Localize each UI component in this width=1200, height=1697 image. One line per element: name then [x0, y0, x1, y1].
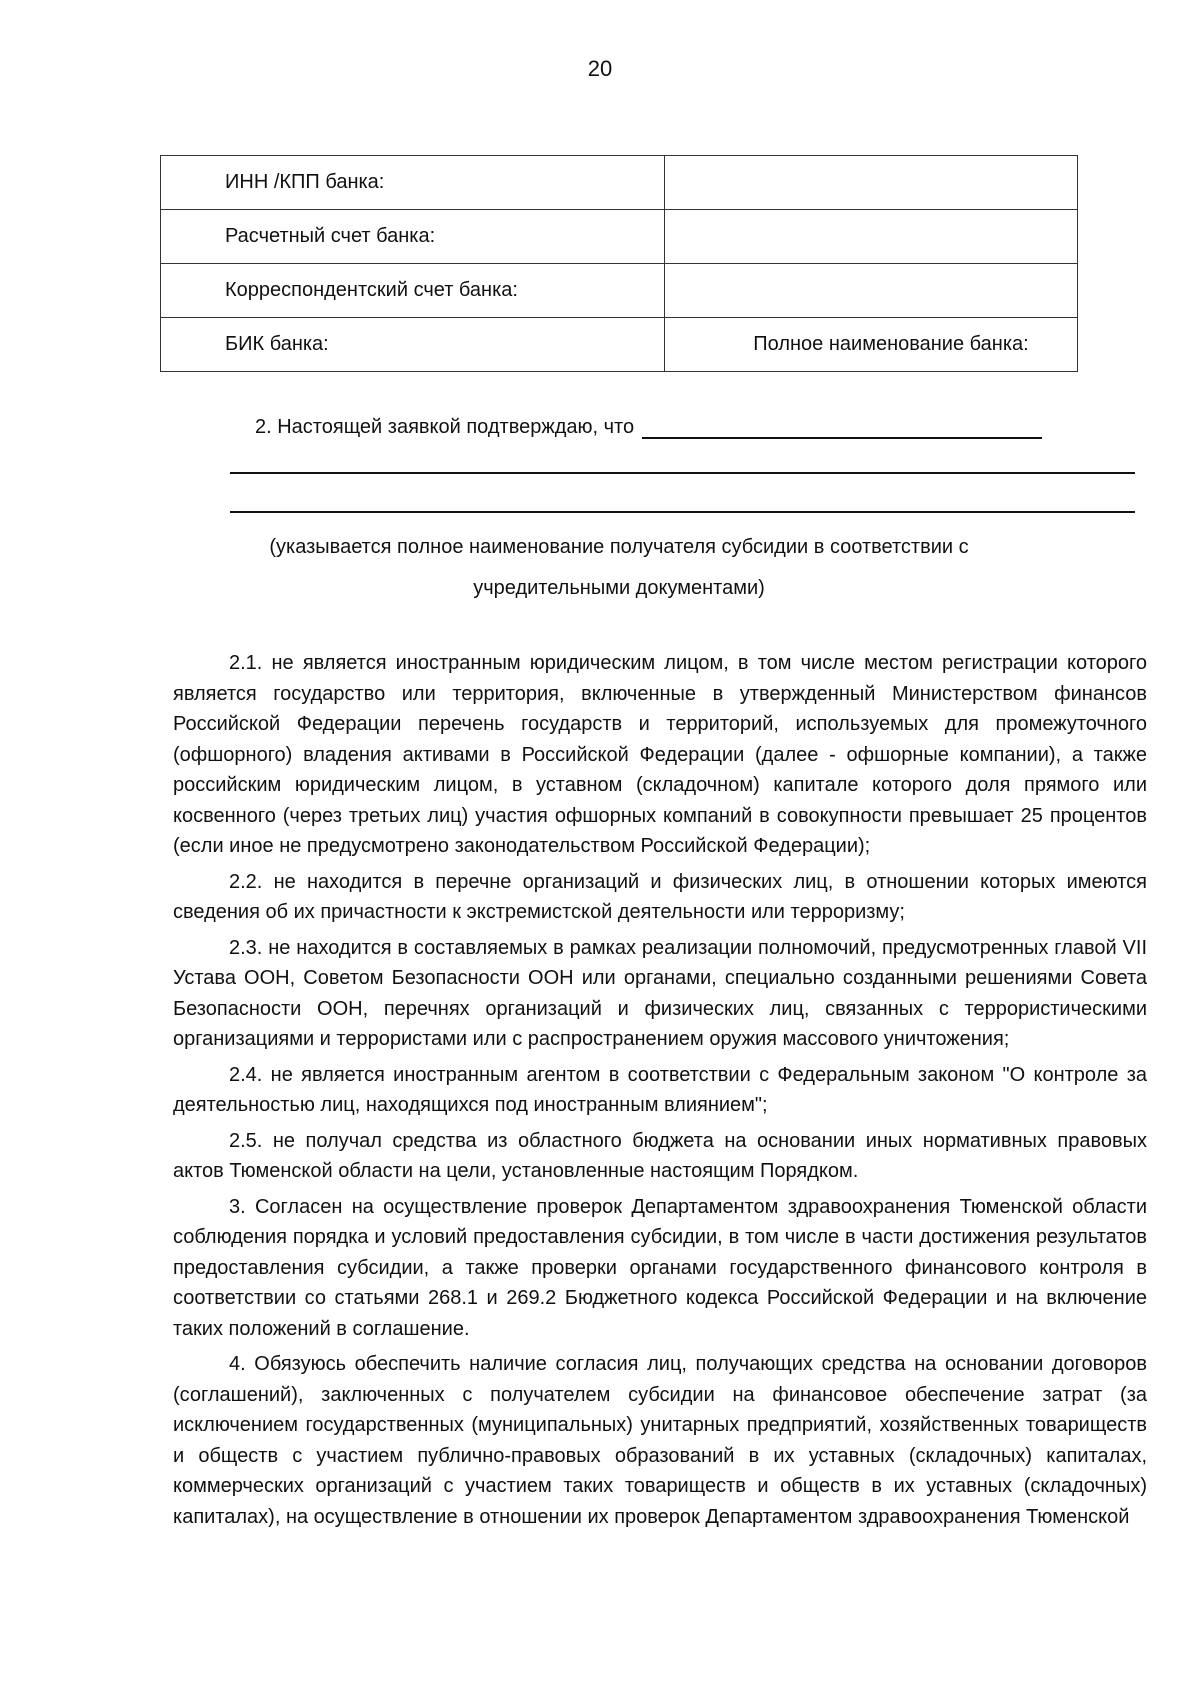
declaration-body — [173, 648, 1147, 1537]
table-row — [161, 318, 1078, 372]
clause-2-1: 2.1. не является иностранным юридическим лицом, в том числе местом регистрации которого является государство или территория, включенные в утвержденный Министерством финансов Российской Федерации перечень государств и территорий, используемых для промежуточного (офшорного) владения активами в Российской Федерации (далее - офшорные компании), а также российским юридическим лицом, в уставном (складочном) капитале которого доля прямого или косвенного (через третьих лиц) участия офшорных компаний в совокупности превышает 25 процентов (если иное не предусмотрено законодательством Российской Федерации); — [173, 652, 1147, 857]
clause-3: 3. Согласен на осуществление проверок Департаментом здравоохранения Тюменской области соблюдения порядка и условий предоставления субсидии, в том числе в части достижения результатов предоставления субсидии, а также проверки органами государственного финансового контроля в соответствии со статьями 268.1 и 269.2 Бюджетного кодекса Российской Федерации и на включение таких положений в соглашение. — [173, 1195, 1147, 1340]
recipient-name-note-line-1: (указывается полное наименование получателя субсидии в соответствии с — [269, 536, 969, 558]
clause-2-3: 2.3. не находится в составляемых в рамках реализации полномочий, предусмотренных главой VII Устава ООН, Советом Безопасности ООН или органами, специально созданными решениями Совета Безопасности ООН, перечнях организаций и физических лиц, связанных с террористическими организациями и террористами или с распространением оружия массового уничтожения; — [173, 936, 1147, 1050]
page-number: 20 — [587, 56, 613, 81]
clause-4: 4. Обязуюсь обеспечить наличие согласия лиц, получающих средства на основании договоров (соглашений), заключенных с получателем субсидии на финансовое обеспечение затрат (за исключением государственных (муниципальных) унитарных предприятий, хозяйственных товариществ и обществ с участием публично-правовых образований в их уставных (складочных) капиталах, коммерческих организаций с участием таких товариществ и обществ в их уставных (складочных) капиталах), на осуществление в отношении их проверок Департаментом здравоохранения Тюменской — [173, 1353, 1147, 1528]
inn-kpp-label: ИНН /КПП банка: — [161, 156, 665, 210]
table-row — [161, 210, 1078, 264]
recipient-name-blank-2 — [230, 472, 1135, 474]
clause-2-4: 2.4. не является иностранным агентом в соответствии с Федеральным законом "О контроле за деятельностью лиц, находящихся под иностранным влиянием"; — [173, 1063, 1147, 1116]
recipient-name-blank-3 — [230, 511, 1135, 513]
recipient-name-blank-1 — [642, 417, 1042, 439]
recipient-name-note-line-2: учредительными документами) — [473, 577, 765, 599]
bank-details-table — [160, 155, 1078, 372]
correspondent-account-value — [665, 264, 1078, 318]
bank-full-name-label: Полное наименование банка: — [665, 318, 1078, 372]
inn-kpp-value — [665, 156, 1078, 210]
correspondent-account-label: Корреспондентский счет банка: — [161, 264, 665, 318]
table-row — [161, 156, 1078, 210]
confirmation-statement — [255, 416, 1042, 439]
bik-label: БИК банка: — [161, 318, 665, 372]
clause-2-2: 2.2. не находится в перечне организаций и физических лиц, в отношении которых имеются сведения об их причастности к экстремистской деятельности или терроризму; — [173, 870, 1147, 923]
confirmation-text: 2. Настоящей заявкой подтверждаю, что — [255, 416, 635, 438]
clause-2-5: 2.5. не получал средства из областного бюджета на основании иных нормативных правовых актов Тюменской области на цели, установленные настоящим Порядком. — [173, 1129, 1147, 1182]
table-row — [161, 264, 1078, 318]
settlement-account-label: Расчетный счет банка: — [161, 210, 665, 264]
settlement-account-value — [665, 210, 1078, 264]
